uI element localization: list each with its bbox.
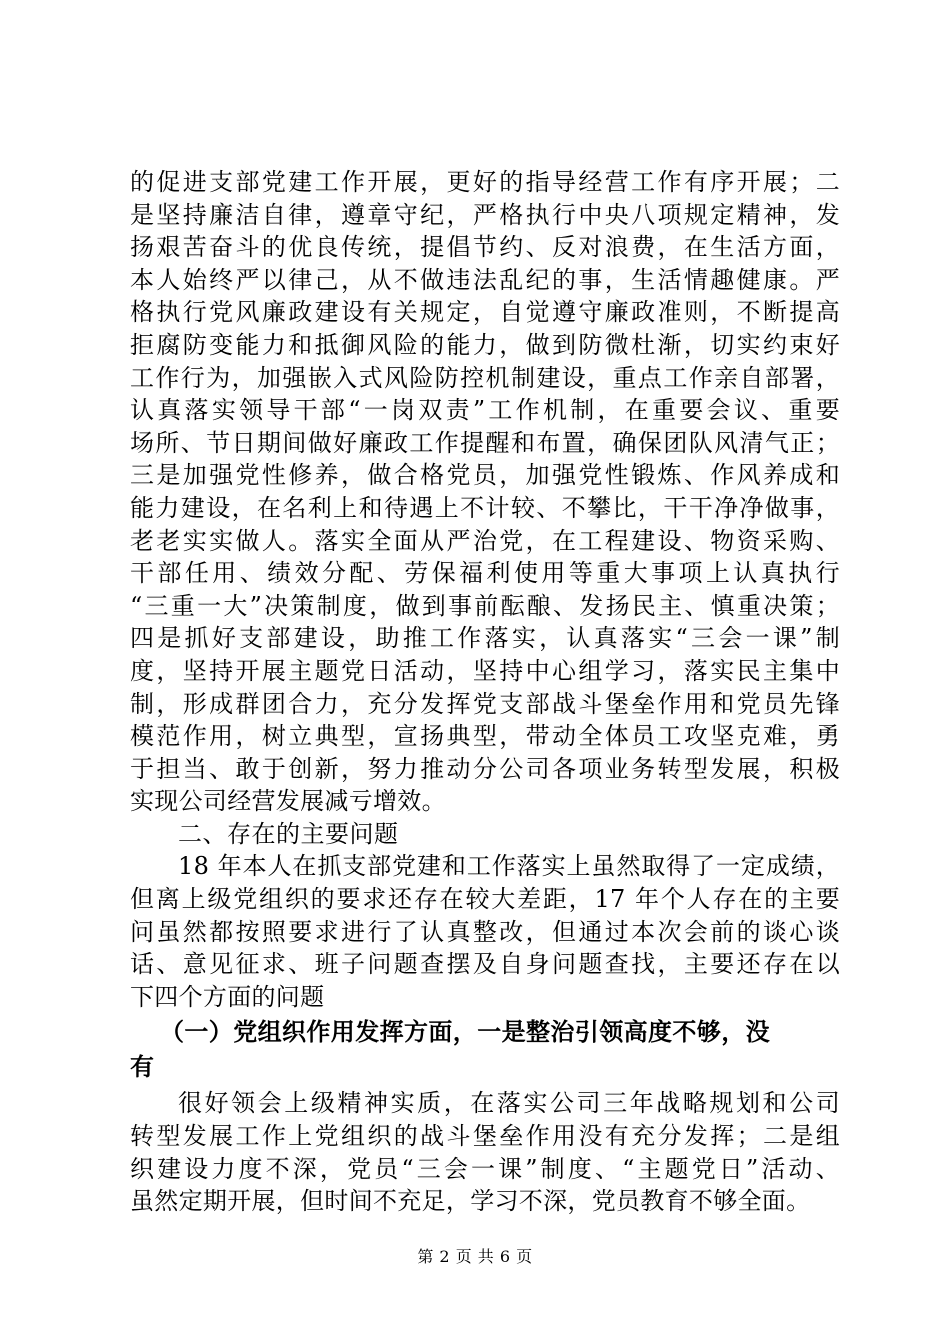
text-line: 但离上级党组织的要求还存在较大差距，17 年个人存在的主要 [130,885,840,914]
text-line: 本人始终严以律己，从不做违法乱纪的事，生活情趣健康。严 [130,265,840,294]
text-line: 格执行党风廉政建设有关规定，自觉遵守廉政准则，不断提高 [130,298,840,327]
text-line: 的促进支部党建工作开展，更好的指导经营工作有序开展；二 [130,168,840,196]
page-number: 第 2 页 共 6 页 [417,1247,533,1266]
text-line: 四是抓好支部建设，助推工作落实，认真落实“三会一课”制 [130,624,840,653]
paragraph-party-building [130,166,840,818]
text-line: 下四个方面的问题 [130,982,325,1011]
subsection-heading-continued: 有 [130,1053,155,1082]
text-line: 度，坚持开展主题党日活动，坚持中心组学习，落实民主集中 [130,656,840,685]
text-line: 是坚持廉洁自律，遵章守纪，严格执行中央八项规定精神，发 [130,200,840,229]
subsection-heading: （一）党组织作用发挥方面，一是整治引领高度不够，没 [160,1018,770,1047]
document-body [130,166,840,1218]
text-line: 织建设力度不深，党员“三会一课”制度、“主题党日”活动、 [130,1154,840,1183]
section-heading: 二、存在的主要问题 [178,819,399,848]
text-line: 能力建设，在名利上和待遇上不计较、不攀比，干干净净做事， [130,493,840,522]
text-line: 问虽然都按照要求进行了认真整改，但通过本次会前的谈心谈 [130,917,840,946]
paragraph-main-problems [130,850,840,1013]
text-line: 认真落实领导干部“一岗双责”工作机制，在重要会议、重要 [130,396,840,425]
text-line: 18 年本人在抓支部党建和工作落实上虽然取得了一定成绩， [178,852,840,881]
text-line: 转型发展工作上党组织的战斗堡垒作用没有充分发挥；二是组 [130,1122,840,1151]
text-line: 很好领会上级精神实质，在落实公司三年战略规划和公司 [178,1089,840,1118]
text-line: 制，形成群团合力，充分发挥党支部战斗堡垒作用和党员先锋 [130,689,840,718]
text-line: 模范作用，树立典型，宣扬典型，带动全体员工攻坚克难，勇 [130,722,840,751]
text-line: 实现公司经营发展减亏增效。 [130,787,446,816]
text-line: 于担当、敢于创新，努力推动分公司各项业务转型发展，积极 [130,754,840,783]
text-line: 工作行为，加强嵌入式风险防控机制建设，重点工作亲自部署， [130,363,840,392]
text-line: 虽然定期开展，但时间不充足，学习不深，党员教育不够全面。 [130,1187,811,1216]
text-line: 话、意见征求、班子问题查摆及自身问题查找，主要还存在以 [130,950,840,979]
paragraph-organization-role [130,1087,840,1217]
text-line: 拒腐防变能力和抵御风险的能力，做到防微杜渐，切实约束好 [130,330,840,359]
text-line: “三重一大”决策制度，做到事前酝酿、发扬民主、慎重决策； [130,591,840,620]
text-line: 场所、节日期间做好廉政工作提醒和布置，确保团队风清气正； [130,428,840,457]
text-line: 干部任用、绩效分配、劳保福利使用等重大事项上认真执行 [130,559,840,588]
text-line: 扬艰苦奋斗的优良传统，提倡节约、反对浪费，在生活方面， [130,233,840,262]
text-line: 三是加强党性修养，做合格党员，加强党性锻炼、作风养成和 [130,461,840,490]
text-line: 老老实实做人。落实全面从严治党，在工程建设、物资采购、 [130,526,840,555]
